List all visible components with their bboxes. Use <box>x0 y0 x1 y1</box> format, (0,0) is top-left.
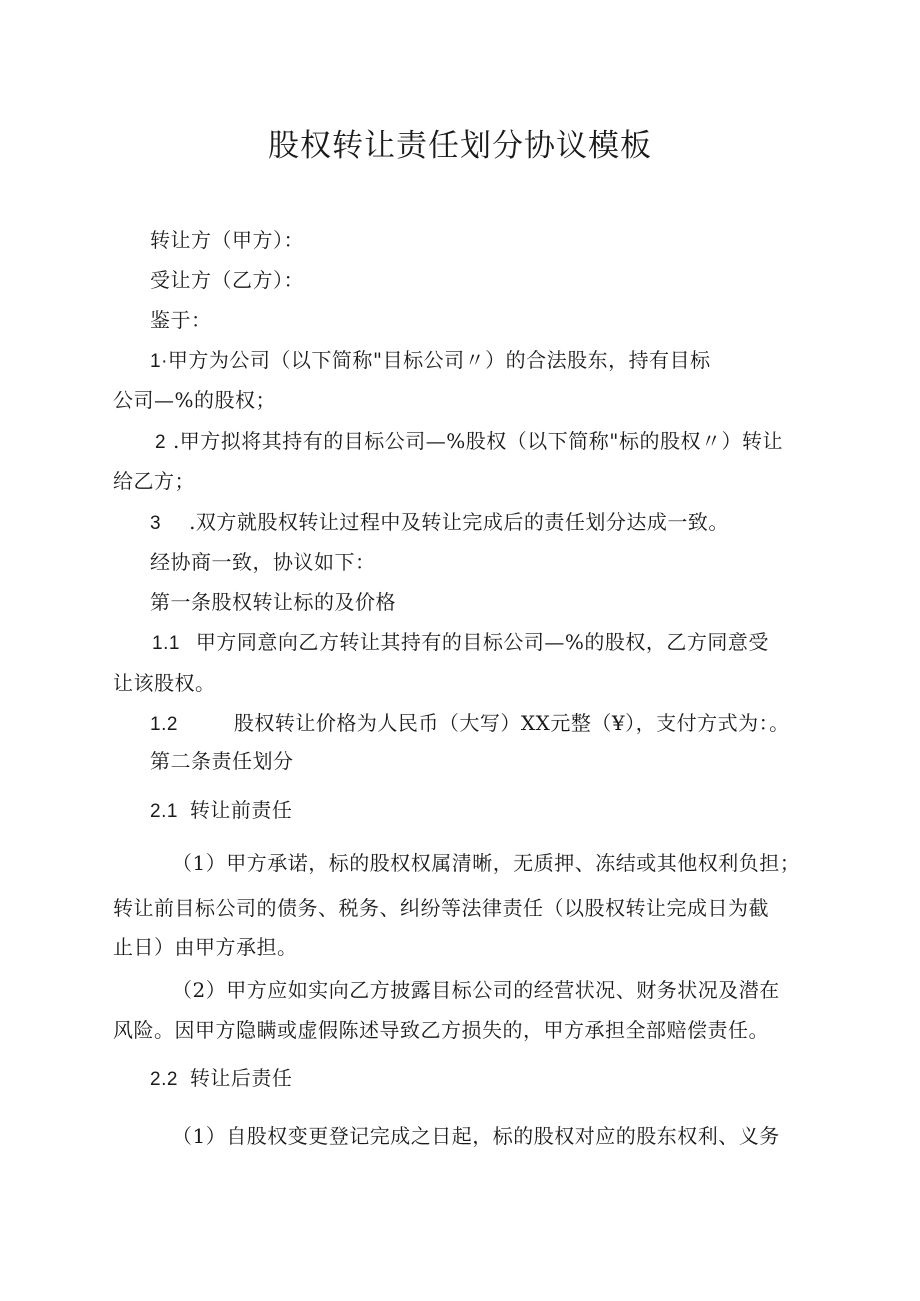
document-title: 股权转让责任划分协议模板 <box>268 128 652 164</box>
clause-1-2 <box>150 708 790 740</box>
party-b-line: 受让方（乙方）： <box>150 268 304 292</box>
clause-1-2-number: 1.2 <box>150 714 178 735</box>
clause-1-1-text: 甲方同意向乙方转让其持有的目标公司—%的股权，乙方同意受 <box>195 630 769 654</box>
whereas-item-2-text: .甲方拟将其持有的目标公司—%股权（以下简称"标的股权〃）转让 <box>172 429 783 453</box>
clause-2-1-item-1: （1）甲方承诺，标的股权权属清晰，无质押、冻结或其他权利负担； <box>172 851 801 875</box>
whereas-item-1-text: 甲方为公司（以下简称"目标公司〃）的合法股东，持有目标 <box>167 348 711 372</box>
clause-1-1-continued: 让该股权。 <box>113 671 216 695</box>
clause-2-2-number: 2.2 <box>150 1069 178 1090</box>
clause-2-2 <box>150 1063 292 1095</box>
party-a-line: 转让方（甲方）： <box>150 228 304 252</box>
whereas-item-1 <box>150 345 711 377</box>
whereas-item-2 <box>155 426 783 458</box>
clause-2-2-title: 转让后责任 <box>189 1066 293 1090</box>
whereas-item-1-continued: 公司—%的股权； <box>113 388 277 412</box>
agreement-intro: 经协商一致，协议如下： <box>150 550 376 574</box>
clause-2-1-item-2: （2）甲方应如实向乙方披露目标公司的经营状况、财务状况及潜在 <box>172 978 780 1002</box>
clause-2-1-item-1-end: 止日）由甲方承担。 <box>113 935 298 959</box>
whereas-item-2-continued: 给乙方； <box>113 469 195 493</box>
whereas-item-2-number: 2 <box>155 432 167 453</box>
clause-2-1-item-1-continued: 转让前目标公司的债务、税务、纠纷等法律责任（以股权转让完成日为截 <box>113 896 769 920</box>
clause-1-1 <box>152 627 769 659</box>
clause-2-1 <box>150 795 292 827</box>
whereas-item-3 <box>150 507 729 539</box>
clause-2-2-item-1: （1）自股权变更登记完成之日起，标的股权对应的股东权利、义务 <box>172 1124 780 1148</box>
whereas-item-1-number: 1· <box>150 351 168 372</box>
clause-2-1-number: 2.1 <box>150 801 178 822</box>
whereas-item-3-number: 3 <box>150 513 162 534</box>
clause-1-2-text: 股权转让价格为人民币（大写）XX元整（¥），支付方式为：。 <box>233 711 790 735</box>
whereas-heading: 鉴于： <box>150 308 212 332</box>
clause-2-1-title: 转让前责任 <box>189 798 293 822</box>
article-2-heading: 第二条责任划分 <box>150 749 294 773</box>
whereas-item-3-text: .双方就股权转让过程中及转让完成后的责任划分达成一致。 <box>189 510 729 534</box>
clause-2-1-item-2-continued: 风险。因甲方隐瞒或虚假陈述导致乙方损失的，甲方承担全部赔偿责任。 <box>113 1018 769 1042</box>
clause-1-1-number: 1.1 <box>152 633 180 654</box>
article-1-heading: 第一条股权转让标的及价格 <box>150 590 396 614</box>
